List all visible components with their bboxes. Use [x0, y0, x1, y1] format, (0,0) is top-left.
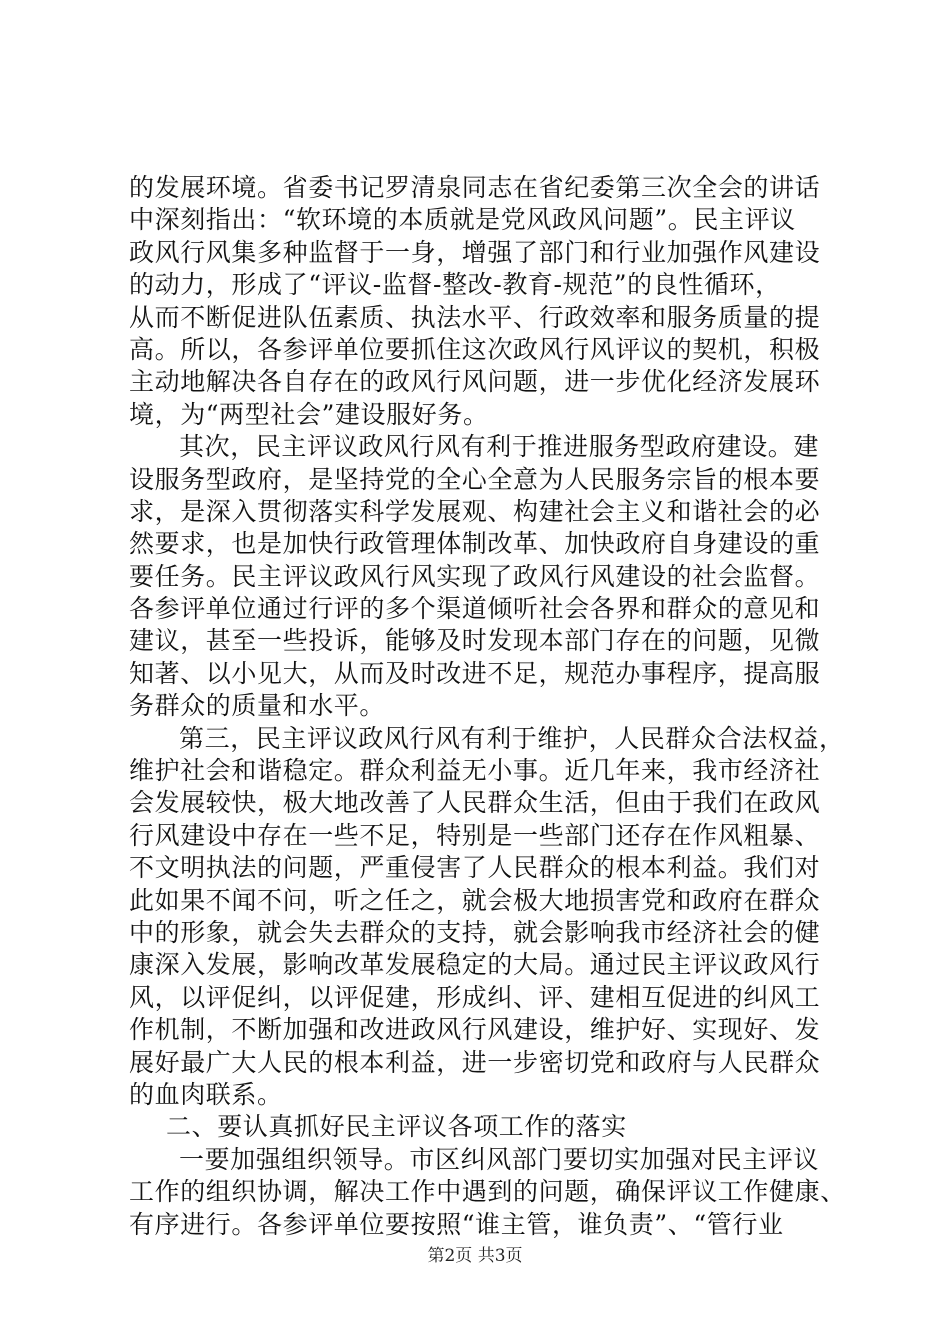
text-line: 的动力，形成了“评议-监督-整改-教育-规范”的良性循环，	[129, 270, 781, 300]
text-line: 中深刻指出：“软环境的本质就是党风政风问题”。民主评议	[129, 205, 796, 235]
text-line: 的血肉联系。	[129, 1079, 283, 1109]
text-line: 此如果不闻不问，听之任之，就会极大地损害党和政府在群众	[129, 885, 821, 915]
text-line: 政风行风集多种监督于一身，增强了部门和行业加强作风建设	[129, 237, 821, 267]
text-line: 知著、以小见大，从而及时改进不足，规范办事程序，提高服	[129, 658, 821, 688]
text-line: 的发展环境。省委书记罗清泉同志在省纪委第三次全会的讲话	[129, 173, 821, 202]
text-line: 作机制，不断加强和改进政风行风建设，维护好、实现好、发	[129, 1015, 821, 1045]
text-line: 工作的组织协调，解决工作中遇到的问题，确保评议工作健康、	[129, 1177, 846, 1207]
text-line: 展好最广大人民的根本利益，进一步密切党和政府与人民群众	[129, 1047, 821, 1077]
text-line: 建议，甚至一些投诉，能够及时发现本部门存在的问题，见微	[129, 626, 821, 656]
text-line: 会发展较快，极大地改善了人民群众生活，但由于我们在政风	[129, 788, 821, 818]
text-line: 各参评单位通过行评的多个渠道倾听社会各界和群众的意见和	[129, 594, 821, 624]
text-line: 求，是深入贯彻落实科学发展观、构建社会主义和谐社会的必	[129, 496, 821, 526]
paragraph-start-line: 一要加强组织领导。市区纠风部门要切实加强对民主评议	[179, 1144, 820, 1174]
text-line: 务群众的质量和水平。	[129, 691, 386, 721]
body-text	[129, 172, 846, 1241]
text-line: 从而不断促进队伍素质、执法水平、行政效率和服务质量的提	[129, 302, 821, 332]
text-line: 境，为“两型社会”建设服好务。	[129, 399, 489, 429]
text-line: 主动地解决各自存在的政风行风问题，进一步优化经济发展环	[129, 367, 821, 397]
text-line: 维护社会和谐稳定。群众利益无小事。近几年来，我市经济社	[129, 756, 821, 786]
section-heading: 二、要认真抓好民主评议各项工作的落实	[166, 1112, 627, 1142]
page-number-footer: 第2页 共3页	[427, 1246, 523, 1266]
text-line: 设服务型政府，是坚持党的全心全意为人民服务宗旨的根本要	[129, 464, 821, 494]
text-line: 然要求，也是加快行政管理体制改革、加快政府自身建设的重	[129, 529, 821, 559]
text-line: 风，以评促纠，以评促建，形成纠、评、建相互促进的纠风工	[129, 982, 821, 1012]
paragraph-start-line: 其次，民主评议政风行风有利于推进服务型政府建设。建	[179, 432, 820, 462]
paragraph-start-line: 第三，民主评议政风行风有利于维护，人民群众合法权益，	[179, 723, 845, 753]
text-line: 有序进行。各参评单位要按照“谁主管，谁负责”、“管行业	[129, 1209, 784, 1239]
text-line: 不文明执法的问题，严重侵害了人民群众的根本利益。我们对	[129, 853, 821, 883]
text-line: 中的形象，就会失去群众的支持，就会影响我市经济社会的健	[129, 917, 821, 947]
text-line: 高。所以，各参评单位要抓住这次政风行风评议的契机，积极	[129, 334, 821, 364]
text-line: 行风建设中存在一些不足，特别是一些部门还存在作风粗暴、	[129, 820, 821, 850]
text-line: 康深入发展，影响改革发展稳定的大局。通过民主评议政风行	[129, 950, 821, 980]
text-line: 要任务。民主评议政风行风实现了政风行风建设的社会监督。	[129, 561, 821, 591]
